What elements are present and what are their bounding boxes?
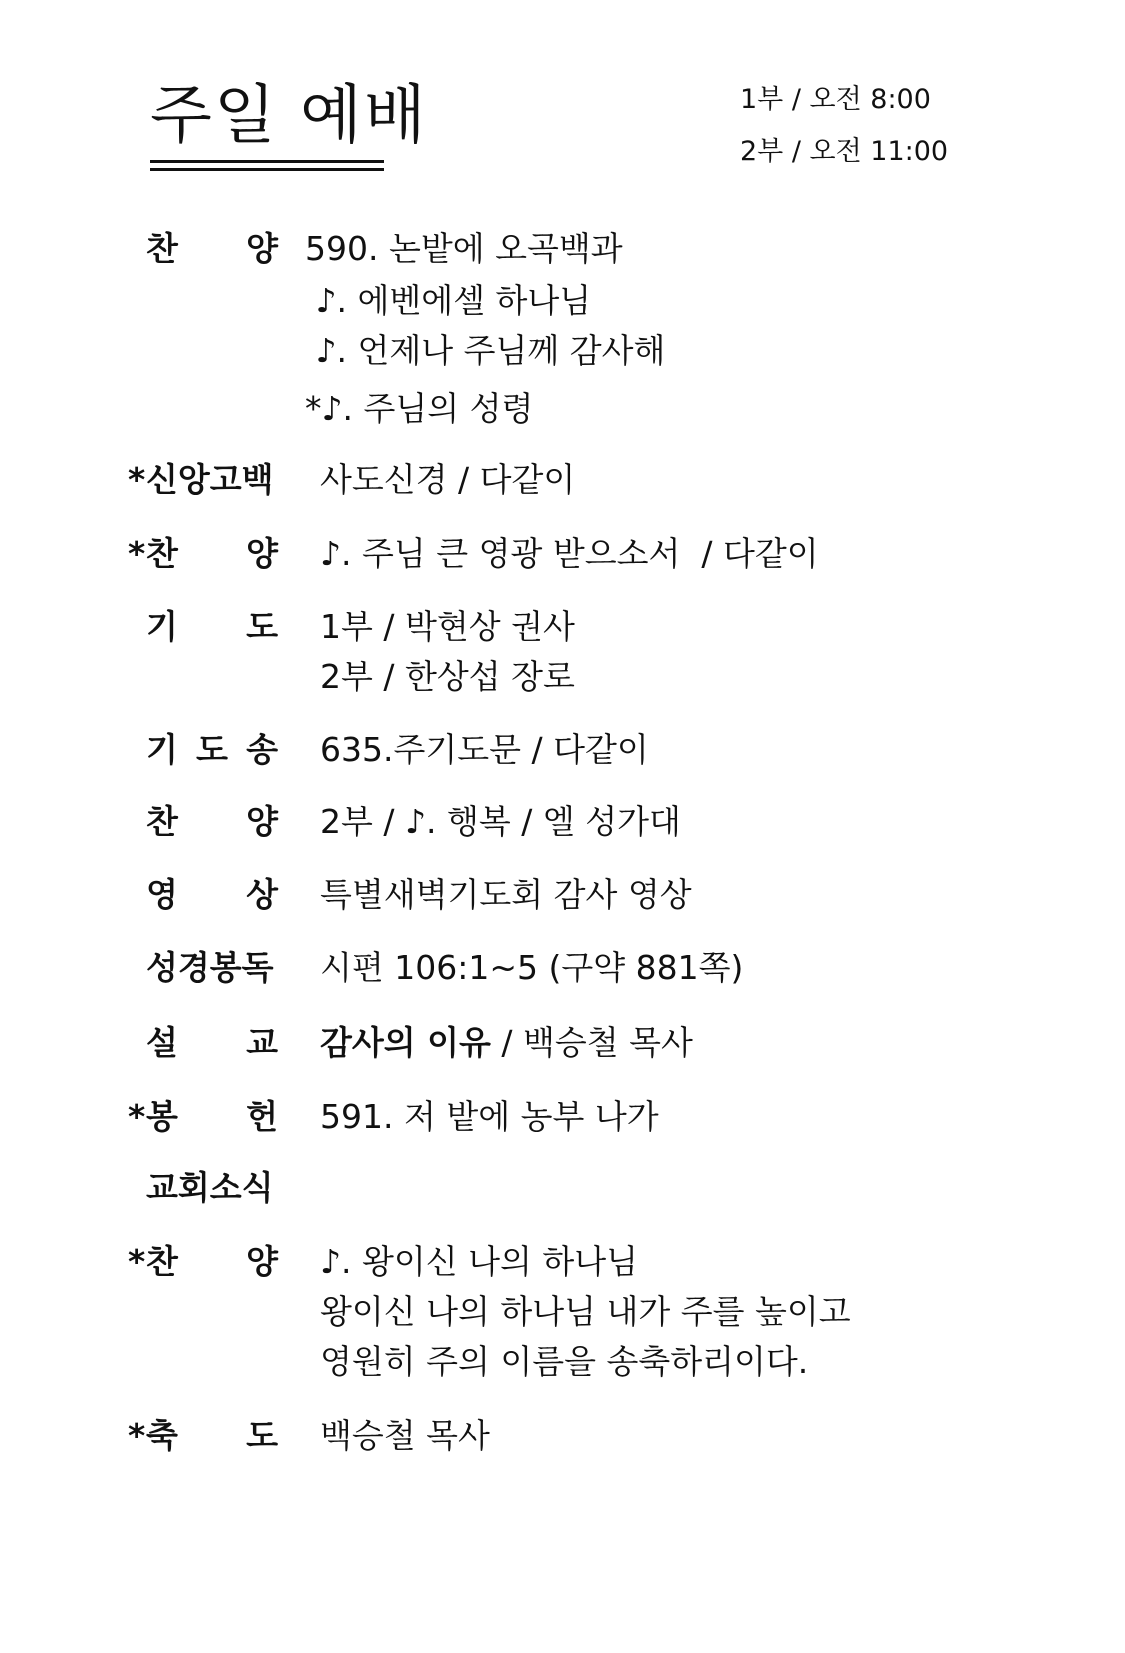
order-line: ♪. 에벤에셀 하나님: [305, 281, 592, 320]
order-line: [320, 1023, 693, 1062]
required-star: *: [128, 1097, 146, 1136]
order-line: 591. 저 밭에 농부 나가: [320, 1097, 659, 1136]
order-label-text: 교: [246, 1023, 278, 1062]
order-label-text: 축: [146, 1416, 178, 1455]
order-line: 특별새벽기도회 감사 영상: [320, 875, 692, 914]
required-star: *: [128, 460, 146, 499]
required-star: *: [128, 1242, 146, 1281]
sermon-title: 감사의 이유: [320, 1023, 491, 1062]
title-double-underline: [150, 160, 384, 171]
service-times: [740, 86, 948, 190]
order-label: [128, 875, 278, 914]
order-label-text: 교회소식: [146, 1168, 274, 1207]
order-label-text: 양: [246, 229, 278, 268]
order-label: [128, 802, 278, 841]
order-label: [128, 1097, 278, 1136]
order-label-text: 찬: [146, 534, 178, 573]
order-label-text: 영: [146, 875, 178, 914]
order-label-text: 성경봉독: [146, 948, 274, 987]
service-time-2: 2부 / 오전 11:00: [740, 136, 949, 167]
order-line: *♪. 주님의 성령: [305, 389, 534, 428]
order-label: [128, 1416, 278, 1455]
order-label-text: 찬: [146, 229, 178, 268]
order-label-text: 봉: [146, 1097, 178, 1136]
order-label-text: 찬: [146, 1242, 178, 1281]
order-line: 왕이신 나의 하나님 내가 주를 높이고: [320, 1292, 851, 1331]
order-label-text: 양: [246, 1242, 278, 1281]
order-line: ♪. 언제나 주님께 감사해: [305, 331, 666, 370]
order-line: ♪. 주님 큰 영광 받으소서 / 다같이: [320, 534, 819, 573]
order-label-text: 기: [146, 730, 178, 769]
order-label-text: 상: [246, 875, 278, 914]
order-label-text: 도: [246, 607, 278, 646]
order-label: [128, 229, 278, 268]
order-line: ♪. 왕이신 나의 하나님: [320, 1242, 639, 1281]
order-line: 백승철 목사: [320, 1416, 490, 1455]
order-label: [128, 1023, 278, 1062]
order-line: 1부 / 박현상 권사: [320, 607, 575, 646]
order-line: 2부 / 한상섭 장로: [320, 657, 575, 696]
order-label-text: 도: [196, 730, 228, 769]
order-label: [128, 730, 278, 769]
order-line: 635.주기도문 / 다같이: [320, 730, 649, 769]
order-line: 590. 논밭에 오곡백과: [305, 229, 623, 268]
order-label-text: 신앙고백: [146, 460, 274, 499]
required-star: *: [128, 1416, 146, 1455]
order-label: [128, 607, 278, 646]
required-star: *: [128, 534, 146, 573]
order-label: [128, 534, 278, 573]
page-title: 주일 예배: [150, 79, 428, 153]
order-label: [128, 1242, 278, 1281]
order-line: 사도신경 / 다같이: [320, 460, 576, 499]
service-time-1: 1부 / 오전 8:00: [740, 84, 931, 115]
order-line: 시편 106:1~5 (구약 881쪽): [320, 948, 744, 987]
order-label-text: 찬: [146, 802, 178, 841]
order-label-text: 설: [146, 1023, 178, 1062]
order-label: [128, 460, 278, 499]
order-label-text: 도: [246, 1416, 278, 1455]
order-line: 2부 / ♪. 행복 / 엘 성가대: [320, 802, 681, 841]
order-label-text: 헌: [246, 1097, 278, 1136]
order-label-text: 양: [246, 802, 278, 841]
order-label-text: 송: [246, 730, 278, 769]
order-label: [128, 1168, 278, 1207]
preacher: / 백승철 목사: [490, 1023, 693, 1062]
order-label-text: 양: [246, 534, 278, 573]
order-label-text: 기: [146, 607, 178, 646]
order-line: 영원히 주의 이름을 송축하리이다.: [320, 1342, 809, 1381]
order-label: [128, 948, 278, 987]
